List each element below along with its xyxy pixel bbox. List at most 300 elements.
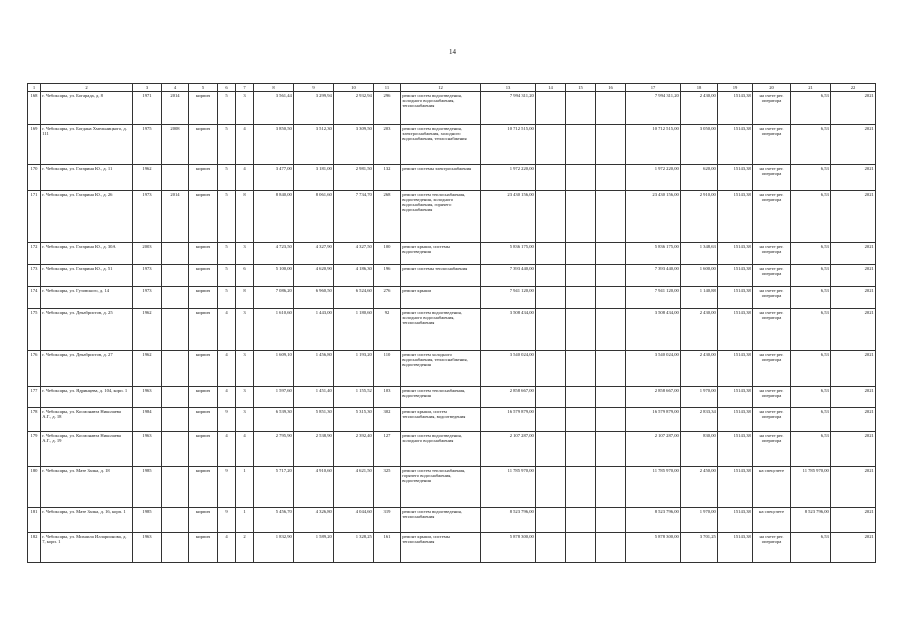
cell-col-6: 4 bbox=[218, 533, 236, 563]
cell-col-22: 2021 bbox=[831, 408, 876, 432]
cell-col-7: 1 bbox=[236, 508, 254, 533]
cell-col-11: 325 bbox=[374, 467, 401, 508]
cell-col-17: 23 430 156,00 bbox=[626, 191, 681, 243]
cell-col-1: 182 bbox=[28, 533, 41, 563]
cell-col-19: 15143,38 bbox=[718, 287, 753, 309]
cell-col-12: ремонт систем теплоснабжения, горячего водоснабжения, водоотведения bbox=[401, 467, 481, 508]
cell-col-10: 7 734,70 bbox=[334, 191, 374, 243]
cell-col-12: ремонт систем водоотведения, холодного водоснабжения bbox=[401, 432, 481, 467]
cell-col-1: 171 bbox=[28, 191, 41, 243]
cell-col-7: 3 bbox=[236, 408, 254, 432]
cell-col-9: 4 620,90 bbox=[294, 265, 334, 287]
cell-col-22: 2021 bbox=[831, 191, 876, 243]
cell-col-11: 296 bbox=[374, 92, 401, 125]
cell-col-3: 1984 bbox=[133, 408, 162, 432]
cell-col-4 bbox=[162, 508, 189, 533]
cell-col-6: 9 bbox=[218, 508, 236, 533]
cell-col-10: 4 044,60 bbox=[334, 508, 374, 533]
cell-col-14 bbox=[536, 265, 566, 287]
cell-col-8: 2 795,90 bbox=[254, 432, 294, 467]
cell-col-8: 5 100,00 bbox=[254, 265, 294, 287]
cell-col-8: 3 561,44 bbox=[254, 92, 294, 125]
cell-col-17: 7 941 120,00 bbox=[626, 287, 681, 309]
cell-col-15 bbox=[566, 265, 596, 287]
cell-col-20: на счете рег. оператора bbox=[753, 287, 791, 309]
cell-col-14 bbox=[536, 533, 566, 563]
cell-col-9: 3 181,00 bbox=[294, 165, 334, 191]
cell-col-1: 180 bbox=[28, 467, 41, 508]
cell-col-16 bbox=[596, 309, 626, 351]
cell-col-19: 15143,38 bbox=[718, 165, 753, 191]
cell-col-8: 1 609,10 bbox=[254, 351, 294, 387]
cell-col-5: кирпич bbox=[189, 92, 218, 125]
cell-col-20: на спецсчете bbox=[753, 467, 791, 508]
cell-col-11: 268 bbox=[374, 191, 401, 243]
cell-col-11: 196 bbox=[374, 265, 401, 287]
cell-col-4 bbox=[162, 533, 189, 563]
cell-col-12: ремонт систем водоотведения, теплоснабжения bbox=[401, 508, 481, 533]
cell-col-7: 3 bbox=[236, 387, 254, 408]
cell-col-3: 1962 bbox=[133, 309, 162, 351]
cell-col-12: ремонт систем теплоснабжения, водоотведения bbox=[401, 387, 481, 408]
cell-col-22: 2021 bbox=[831, 432, 876, 467]
cell-col-22: 2021 bbox=[831, 92, 876, 125]
cell-col-5: кирпич bbox=[189, 467, 218, 508]
cell-col-13: 5 836 175,00 bbox=[481, 243, 536, 265]
cell-col-3: 1985 bbox=[133, 508, 162, 533]
cell-col-5: кирпич bbox=[189, 309, 218, 351]
cell-col-15 bbox=[566, 467, 596, 508]
column-number-4: 4 bbox=[162, 84, 189, 92]
cell-col-9: 1 589,20 bbox=[294, 533, 334, 563]
cell-col-8: 6 539,30 bbox=[254, 408, 294, 432]
cell-col-13: 7 941 120,00 bbox=[481, 287, 536, 309]
cell-col-18: 2 910,00 bbox=[681, 191, 718, 243]
cell-col-13: 7 994 311,20 bbox=[481, 92, 536, 125]
cell-col-13: 1 972 220,00 bbox=[481, 165, 536, 191]
table-row bbox=[28, 191, 876, 243]
cell-col-12: ремонт системы электроснабжения bbox=[401, 165, 481, 191]
cell-col-7: 4 bbox=[236, 125, 254, 165]
cell-col-1: 181 bbox=[28, 508, 41, 533]
cell-col-5: кирпич bbox=[189, 287, 218, 309]
cell-col-20: на счете рег. оператора bbox=[753, 351, 791, 387]
cell-col-6: 9 bbox=[218, 408, 236, 432]
cell-col-12: ремонт крыши, системы теплоснабжения bbox=[401, 533, 481, 563]
cell-col-8: 1 832,90 bbox=[254, 533, 294, 563]
cell-col-6: 4 bbox=[218, 387, 236, 408]
cell-col-7: 2 bbox=[236, 533, 254, 563]
cell-col-19: 15143,38 bbox=[718, 92, 753, 125]
cell-col-13: 2 858 667,00 bbox=[481, 387, 536, 408]
cell-col-2: г. Чебоксары, ул. Декабристов, д. 27 bbox=[41, 351, 133, 387]
column-number-8: 8 bbox=[254, 84, 294, 92]
cell-col-20: на счете рег. оператора bbox=[753, 387, 791, 408]
cell-col-3: 1971 bbox=[133, 92, 162, 125]
cell-col-17: 7 994 311,20 bbox=[626, 92, 681, 125]
cell-col-17: 2 858 667,00 bbox=[626, 387, 681, 408]
cell-col-16 bbox=[596, 533, 626, 563]
cell-col-8: 5 456,70 bbox=[254, 508, 294, 533]
cell-col-1: 169 bbox=[28, 125, 41, 165]
cell-col-12: ремонт систем водоотведения, холодного водоснабжения, теплоснабжения bbox=[401, 309, 481, 351]
cell-col-1: 179 bbox=[28, 432, 41, 467]
table-row bbox=[28, 165, 876, 191]
cell-col-19: 15143,38 bbox=[718, 191, 753, 243]
cell-col-3: 1962 bbox=[133, 351, 162, 387]
cell-col-12: ремонт крыши bbox=[401, 287, 481, 309]
cell-col-7: 8 bbox=[236, 287, 254, 309]
cell-col-2: г. Чебоксары, ул. Космонавта Николаева А.Г., д. 18 bbox=[41, 408, 133, 432]
cell-col-13: 23 430 156,00 bbox=[481, 191, 536, 243]
table-row bbox=[28, 408, 876, 432]
cell-col-18: 3 050,00 bbox=[681, 125, 718, 165]
cell-col-19: 15143,38 bbox=[718, 309, 753, 351]
cell-col-4 bbox=[162, 309, 189, 351]
cell-col-11: 110 bbox=[374, 351, 401, 387]
cell-col-19: 15143,38 bbox=[718, 432, 753, 467]
table-body bbox=[28, 92, 876, 563]
cell-col-3: 1963 bbox=[133, 432, 162, 467]
cell-col-10: 1 193,20 bbox=[334, 351, 374, 387]
cell-col-14 bbox=[536, 191, 566, 243]
table-row bbox=[28, 467, 876, 508]
cell-col-16 bbox=[596, 287, 626, 309]
cell-col-20: на счете рег. оператора bbox=[753, 533, 791, 563]
column-number-13: 13 bbox=[481, 84, 536, 92]
cell-col-8: 1 597,60 bbox=[254, 387, 294, 408]
cell-col-1: 170 bbox=[28, 165, 41, 191]
cell-col-8: 3 850,50 bbox=[254, 125, 294, 165]
cell-col-7: 4 bbox=[236, 165, 254, 191]
cell-col-3: 1973 bbox=[133, 191, 162, 243]
cell-col-8: 3 477,00 bbox=[254, 165, 294, 191]
cell-col-2: г. Чебоксары, ул. Гагарина Ю., д. 51 bbox=[41, 265, 133, 287]
cell-col-4 bbox=[162, 387, 189, 408]
cell-col-18: 1 600,00 bbox=[681, 265, 718, 287]
table-row bbox=[28, 432, 876, 467]
cell-col-11: 103 bbox=[374, 387, 401, 408]
cell-col-3: 1963 bbox=[133, 533, 162, 563]
table-row bbox=[28, 92, 876, 125]
cell-col-3: 1975 bbox=[133, 125, 162, 165]
cell-col-18: 2 450,00 bbox=[681, 467, 718, 508]
cell-col-14 bbox=[536, 387, 566, 408]
cell-col-19: 15143,38 bbox=[718, 351, 753, 387]
cell-col-11: 302 bbox=[374, 408, 401, 432]
cell-col-18: 1 140,88 bbox=[681, 287, 718, 309]
cell-col-16 bbox=[596, 387, 626, 408]
cell-col-18: 2 833,34 bbox=[681, 408, 718, 432]
column-number-6: 6 bbox=[218, 84, 236, 92]
cell-col-14 bbox=[536, 351, 566, 387]
cell-col-18: 1 970,00 bbox=[681, 508, 718, 533]
cell-col-6: 4 bbox=[218, 432, 236, 467]
cell-col-19: 15143,38 bbox=[718, 243, 753, 265]
cell-col-20: на счете рег. оператора bbox=[753, 125, 791, 165]
column-number-5: 5 bbox=[189, 84, 218, 92]
cell-col-6: 5 bbox=[218, 92, 236, 125]
cell-col-22: 2021 bbox=[831, 243, 876, 265]
cell-col-15 bbox=[566, 508, 596, 533]
cell-col-8: 4 723,50 bbox=[254, 243, 294, 265]
cell-col-16 bbox=[596, 408, 626, 432]
cell-col-15 bbox=[566, 351, 596, 387]
cell-col-5: кирпич bbox=[189, 533, 218, 563]
column-number-12: 12 bbox=[401, 84, 481, 92]
cell-col-21: 6,53 bbox=[791, 287, 831, 309]
cell-col-4 bbox=[162, 432, 189, 467]
column-number-10: 10 bbox=[334, 84, 374, 92]
cell-col-6: 5 bbox=[218, 165, 236, 191]
cell-col-16 bbox=[596, 265, 626, 287]
cell-col-7: 3 bbox=[236, 92, 254, 125]
cell-col-22: 2021 bbox=[831, 533, 876, 563]
cell-col-13: 7 393 440,00 bbox=[481, 265, 536, 287]
cell-col-22: 2021 bbox=[831, 125, 876, 165]
cell-col-18: 620,00 bbox=[681, 165, 718, 191]
cell-col-16 bbox=[596, 467, 626, 508]
cell-col-22: 2021 bbox=[831, 387, 876, 408]
cell-col-1: 175 bbox=[28, 309, 41, 351]
cell-col-18: 1 970,00 bbox=[681, 387, 718, 408]
cell-col-5: кирпич bbox=[189, 165, 218, 191]
table-row bbox=[28, 387, 876, 408]
cell-col-1: 168 bbox=[28, 92, 41, 125]
cell-col-15 bbox=[566, 309, 596, 351]
cell-col-3: 1973 bbox=[133, 287, 162, 309]
cell-col-16 bbox=[596, 125, 626, 165]
column-number-7: 7 bbox=[236, 84, 254, 92]
cell-col-15 bbox=[566, 287, 596, 309]
cell-col-19: 15143,38 bbox=[718, 508, 753, 533]
cell-col-4 bbox=[162, 467, 189, 508]
cell-col-14 bbox=[536, 432, 566, 467]
cell-col-20: на спецсчете bbox=[753, 508, 791, 533]
cell-col-21: 6,53 bbox=[791, 533, 831, 563]
cell-col-21: 11 785 970,00 bbox=[791, 467, 831, 508]
cell-col-1: 174 bbox=[28, 287, 41, 309]
cell-col-13: 11 785 970,00 bbox=[481, 467, 536, 508]
cell-col-21: 8 523 796,00 bbox=[791, 508, 831, 533]
cell-col-7: 1 bbox=[236, 467, 254, 508]
cell-col-7: 8 bbox=[236, 191, 254, 243]
cell-col-16 bbox=[596, 165, 626, 191]
cell-col-9: 3 299,94 bbox=[294, 92, 334, 125]
cell-col-4: 2014 bbox=[162, 92, 189, 125]
cell-col-6: 5 bbox=[218, 243, 236, 265]
cell-col-2: г. Чебоксары, ул. Мате Залка, д. 16, корп. 1 bbox=[41, 508, 133, 533]
cell-col-12: ремонт системы теплоснабжения bbox=[401, 265, 481, 287]
cell-col-5: кирпич bbox=[189, 508, 218, 533]
cell-col-8: 1 610,60 bbox=[254, 309, 294, 351]
cell-col-10: 6 524,60 bbox=[334, 287, 374, 309]
cell-col-15 bbox=[566, 432, 596, 467]
cell-col-9: 8 061,60 bbox=[294, 191, 334, 243]
cell-col-5: кирпич bbox=[189, 351, 218, 387]
cell-col-19: 15143,38 bbox=[718, 265, 753, 287]
cell-col-4: 2008 bbox=[162, 125, 189, 165]
cell-col-20: на счете рег. оператора bbox=[753, 191, 791, 243]
cell-col-2: г. Чебоксары, ул. Ядринцева, д. 104, корп. 1 bbox=[41, 387, 133, 408]
table-row bbox=[28, 508, 876, 533]
cell-col-12: ремонт крыши, системы водоотведения bbox=[401, 243, 481, 265]
cell-col-4: 2014 bbox=[162, 191, 189, 243]
cell-col-15 bbox=[566, 387, 596, 408]
cell-col-10: 5 315,30 bbox=[334, 408, 374, 432]
cell-col-13: 16 579 879,00 bbox=[481, 408, 536, 432]
cell-col-16 bbox=[596, 508, 626, 533]
cell-col-14 bbox=[536, 243, 566, 265]
cell-col-5: кирпич bbox=[189, 243, 218, 265]
cell-col-6: 5 bbox=[218, 265, 236, 287]
cell-col-16 bbox=[596, 351, 626, 387]
table-row bbox=[28, 243, 876, 265]
cell-col-10: 4 621,50 bbox=[334, 467, 374, 508]
cell-col-17: 16 579 879,00 bbox=[626, 408, 681, 432]
cell-col-14 bbox=[536, 165, 566, 191]
cell-col-10: 2 932,94 bbox=[334, 92, 374, 125]
cell-col-18: 3 701,25 bbox=[681, 533, 718, 563]
column-number-9: 9 bbox=[294, 84, 334, 92]
cell-col-2: г. Чебоксары, ул. Гагарина Ю., д. 11 bbox=[41, 165, 133, 191]
cell-col-22: 2021 bbox=[831, 165, 876, 191]
table-row bbox=[28, 533, 876, 563]
cell-col-17: 5 878 300,00 bbox=[626, 533, 681, 563]
cell-col-1: 172 bbox=[28, 243, 41, 265]
cell-col-1: 173 bbox=[28, 265, 41, 287]
cell-col-4 bbox=[162, 265, 189, 287]
cell-col-2: г. Чебоксары, ул. Декабристов, д. 25 bbox=[41, 309, 133, 351]
cell-col-6: 5 bbox=[218, 191, 236, 243]
cell-col-14 bbox=[536, 125, 566, 165]
cell-col-9: 4 326,80 bbox=[294, 508, 334, 533]
column-number-3: 3 bbox=[133, 84, 162, 92]
cell-col-5: кирпич bbox=[189, 191, 218, 243]
column-number-18: 18 bbox=[681, 84, 718, 92]
cell-col-22: 2021 bbox=[831, 351, 876, 387]
page-number: 14 bbox=[449, 48, 456, 56]
cell-col-20: на счете рег. оператора bbox=[753, 243, 791, 265]
column-number-14: 14 bbox=[536, 84, 566, 92]
cell-col-22: 2021 bbox=[831, 467, 876, 508]
column-number-20: 20 bbox=[753, 84, 791, 92]
cell-col-11: 319 bbox=[374, 508, 401, 533]
cell-col-2: г. Чебоксары, ул. Михаила Илларионова, д. 7, корп. 1 bbox=[41, 533, 133, 563]
cell-col-3: 1973 bbox=[133, 265, 162, 287]
cell-col-16 bbox=[596, 191, 626, 243]
cell-col-15 bbox=[566, 533, 596, 563]
cell-col-9: 5 851,30 bbox=[294, 408, 334, 432]
cell-col-17: 3 508 434,00 bbox=[626, 309, 681, 351]
cell-col-10: 2 981,50 bbox=[334, 165, 374, 191]
cell-col-6: 4 bbox=[218, 309, 236, 351]
cell-col-20: на счете рег. оператора bbox=[753, 92, 791, 125]
cell-col-7: 3 bbox=[236, 351, 254, 387]
cell-col-9: 1 443,00 bbox=[294, 309, 334, 351]
cell-col-11: 161 bbox=[374, 533, 401, 563]
cell-col-22: 2021 bbox=[831, 265, 876, 287]
cell-col-17: 8 523 796,00 bbox=[626, 508, 681, 533]
cell-col-17: 1 972 220,00 bbox=[626, 165, 681, 191]
table-row bbox=[28, 309, 876, 351]
cell-col-15 bbox=[566, 125, 596, 165]
column-number-row bbox=[28, 84, 876, 92]
cell-col-4 bbox=[162, 351, 189, 387]
cell-col-2: г. Чебоксары, ул. Гагарина Ю., д. 26 bbox=[41, 191, 133, 243]
cell-col-6: 9 bbox=[218, 467, 236, 508]
cell-col-18: 830,00 bbox=[681, 432, 718, 467]
cell-col-8: 7 086,20 bbox=[254, 287, 294, 309]
cell-col-17: 5 836 175,00 bbox=[626, 243, 681, 265]
cell-col-9: 3 512,30 bbox=[294, 125, 334, 165]
cell-col-21: 6,53 bbox=[791, 432, 831, 467]
cell-col-1: 176 bbox=[28, 351, 41, 387]
cell-col-22: 2021 bbox=[831, 309, 876, 351]
cell-col-10: 1 180,60 bbox=[334, 309, 374, 351]
cell-col-15 bbox=[566, 191, 596, 243]
cell-col-4 bbox=[162, 165, 189, 191]
cell-col-13: 2 107 287,00 bbox=[481, 432, 536, 467]
table-row bbox=[28, 351, 876, 387]
cell-col-2: г. Чебоксары, ул. Космонавта Николаева А.Г., д. 19 bbox=[41, 432, 133, 467]
cell-col-12: ремонт систем теплоснабжения, водоотведения, холодного водоснабжения, горячего водоснабжения bbox=[401, 191, 481, 243]
cell-col-20: на счете рег. оператора bbox=[753, 408, 791, 432]
cell-col-4 bbox=[162, 287, 189, 309]
cell-col-12: ремонт крыши, систем теплоснабжения, водоотведения bbox=[401, 408, 481, 432]
cell-col-10: 4 327,50 bbox=[334, 243, 374, 265]
cell-col-19: 15143,38 bbox=[718, 387, 753, 408]
cell-col-14 bbox=[536, 408, 566, 432]
cell-col-19: 15143,38 bbox=[718, 125, 753, 165]
cell-col-9: 1 456,80 bbox=[294, 351, 334, 387]
cell-col-20: на счете рег. оператора bbox=[753, 265, 791, 287]
cell-col-9: 4 327,90 bbox=[294, 243, 334, 265]
cell-col-14 bbox=[536, 309, 566, 351]
cell-col-20: на счете рег. оператора bbox=[753, 432, 791, 467]
table-row bbox=[28, 287, 876, 309]
cell-col-5: кирпич bbox=[189, 265, 218, 287]
column-number-16: 16 bbox=[596, 84, 626, 92]
column-number-11: 11 bbox=[374, 84, 401, 92]
cell-col-10: 2 392,40 bbox=[334, 432, 374, 467]
cell-col-8: 5 717,20 bbox=[254, 467, 294, 508]
cell-col-7: 3 bbox=[236, 243, 254, 265]
cell-col-21: 6,53 bbox=[791, 351, 831, 387]
cell-col-17: 2 107 287,00 bbox=[626, 432, 681, 467]
cell-col-7: 6 bbox=[236, 265, 254, 287]
cell-col-11: 127 bbox=[374, 432, 401, 467]
cell-col-15 bbox=[566, 165, 596, 191]
cell-col-9: 6 960,50 bbox=[294, 287, 334, 309]
cell-col-22: 2021 bbox=[831, 508, 876, 533]
cell-col-18: 2 430,00 bbox=[681, 92, 718, 125]
cell-col-9: 2 538,90 bbox=[294, 432, 334, 467]
cell-col-8: 8 840,00 bbox=[254, 191, 294, 243]
cell-col-21: 6,53 bbox=[791, 165, 831, 191]
cell-col-10: 4 186,30 bbox=[334, 265, 374, 287]
cell-col-1: 177 bbox=[28, 387, 41, 408]
cell-col-2: г. Чебоксары, ул. Мате Залка, д. 18 bbox=[41, 467, 133, 508]
cell-col-19: 15143,38 bbox=[718, 533, 753, 563]
cell-col-19: 15143,38 bbox=[718, 408, 753, 432]
cell-col-16 bbox=[596, 432, 626, 467]
cell-col-13: 3 540 024,00 bbox=[481, 351, 536, 387]
column-number-17: 17 bbox=[626, 84, 681, 92]
column-number-1: 1 bbox=[28, 84, 41, 92]
cell-col-14 bbox=[536, 508, 566, 533]
cell-col-13: 5 878 300,00 bbox=[481, 533, 536, 563]
